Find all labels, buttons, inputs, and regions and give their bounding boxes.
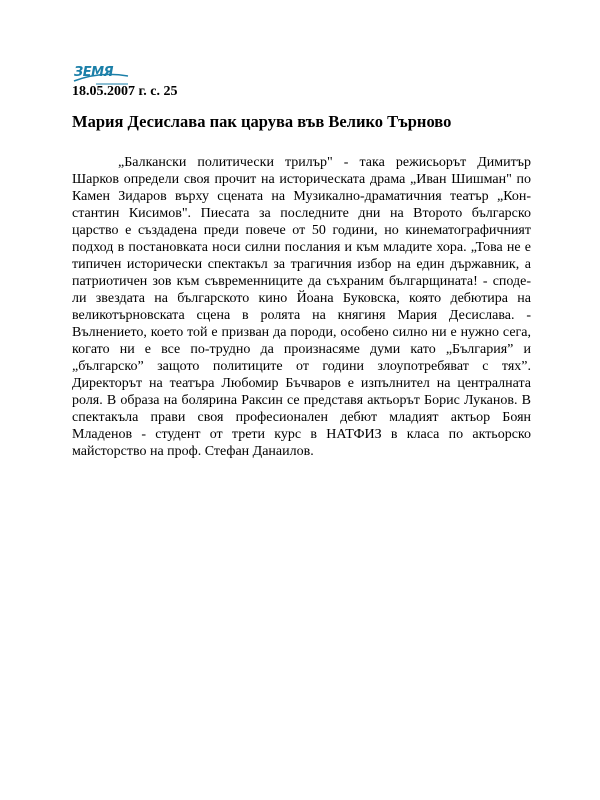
newspaper-logo [72,66,130,86]
logo-text: ЗЕМЯ [74,65,114,80]
article-body-text: „Балкански политически трилър" - така режисьорът Димитър Шарков определи своя прочит на историческата драма „Иван Шишман" по Камен Зидаров върху сцената на Музикално-драматичния театър „Кон- стантин Кисимов". Пиесата за последните дни на Второто българско царство е създадена преди повече от 50 години, но кинематографичният подход в постановката носи силни послания и към младите хора. „Това не е типичен исторически спектакъл за трагичния избор на един държавник, а патриотичен зов към съвременниците да съхраним българщината! - споде- ли звездата на българското кино Йоана Буковска, която дебютира на великотърновската сцена в ролята на княгиня Мария Десислава. - Вълнението, което той е призван да породи, особено силно ни е нужно сега, когато ни е все по-трудно да произнасяме думи като „България” и „българско” защото политиците от години злоупотребяват с тях”. Директорът на театъра Любомир Бъчваров е изпълнител на централната роля. В образа на болярина Раксин се представя актьорът Борис Луканов. В спектакъла прави своя професионален дебют младият актьор Боян Младенов - студент от трети курс в НАТФИЗ в класа по актьорско майсторство на проф. Стефан Данаилов. [72,155,531,459]
article-body [72,154,531,460]
publication-dateline: 18.05.2007 г. с. 25 [72,84,178,99]
article-headline: Мария Десислава пак царува във Велико Търново [72,112,452,131]
